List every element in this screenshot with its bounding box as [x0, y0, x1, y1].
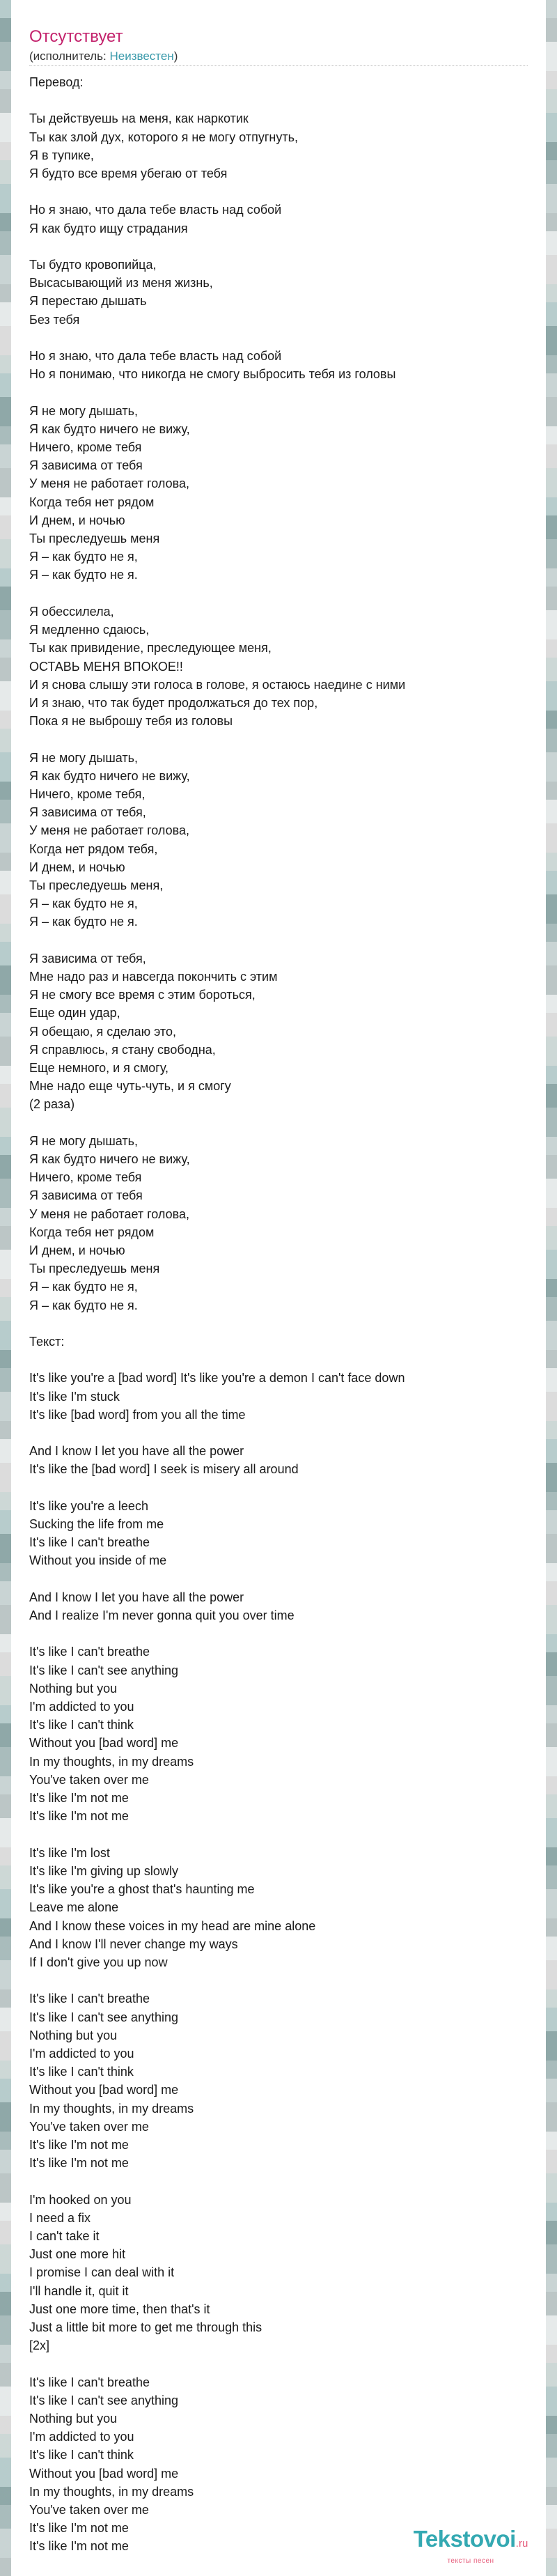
- strip-block: [546, 1013, 557, 1037]
- logo-brand: Tekstovoi: [413, 2526, 516, 2552]
- strip-block: [0, 497, 11, 515]
- strip-block: [0, 1847, 11, 1865]
- strip-block: [0, 942, 11, 965]
- strip-block: [546, 2008, 557, 2031]
- site-logo[interactable]: [397, 2526, 544, 2568]
- strip-block: [546, 2102, 557, 2132]
- strip-block: [546, 1563, 557, 1581]
- strip-block: [546, 871, 557, 894]
- strip-block: [546, 255, 557, 284]
- strip-block: [0, 1037, 11, 1066]
- strip-block: [0, 924, 11, 942]
- strip-block: [0, 326, 11, 355]
- strip-block: [546, 2416, 557, 2434]
- strip-block: [546, 42, 557, 71]
- performer-prefix: (исполнитель:: [29, 49, 110, 63]
- strip-block: [0, 2132, 11, 2150]
- strip-block: [0, 2031, 11, 2061]
- strip-block: [546, 1392, 557, 1421]
- strip-block: [0, 113, 11, 142]
- strip-block: [546, 1421, 557, 1439]
- strip-block: [546, 1534, 557, 1563]
- strip-block: [546, 1155, 557, 1179]
- strip-block: [0, 1865, 11, 1889]
- strip-block: [0, 1279, 11, 1297]
- strip-block: [546, 2173, 557, 2203]
- strip-block: [546, 373, 557, 397]
- strip-block: [0, 2173, 11, 2203]
- strip-block: [0, 0, 11, 18]
- strip-block: [0, 2292, 11, 2315]
- strip-block: [546, 2387, 557, 2416]
- strip-block: [546, 587, 557, 610]
- strip-block: [546, 1937, 557, 1960]
- strip-block: [546, 1723, 557, 1747]
- strip-block: [0, 71, 11, 89]
- strip-block: [546, 184, 557, 213]
- strip-block: [546, 355, 557, 373]
- strip-block: [546, 995, 557, 1013]
- strip-block: [546, 1918, 557, 1937]
- strip-block: [546, 2363, 557, 2387]
- strip-block: [546, 658, 557, 681]
- strip-block: [0, 2387, 11, 2416]
- strip-block: [546, 18, 557, 42]
- strip-block: [0, 2529, 11, 2558]
- strip-block: [0, 1794, 11, 1818]
- strip-block: [546, 823, 557, 853]
- strip-block: [0, 1652, 11, 1676]
- strip-block: [0, 711, 11, 729]
- strip-block: [546, 1776, 557, 1794]
- strip-block: [546, 1865, 557, 1889]
- strip-block: [546, 468, 557, 497]
- strip-block: [546, 1179, 557, 1208]
- strip-block: [0, 658, 11, 681]
- strip-block: [0, 18, 11, 42]
- strip-block: [546, 1108, 557, 1137]
- strip-block: [546, 1634, 557, 1652]
- strip-block: [0, 1581, 11, 1605]
- strip-block: [546, 213, 557, 231]
- strip-block: [546, 965, 557, 995]
- strip-block: [0, 1818, 11, 1847]
- strip-block: [546, 1084, 557, 1108]
- strip-block: [546, 2079, 557, 2102]
- strip-block: [0, 1705, 11, 1723]
- strip-block: [546, 2315, 557, 2345]
- strip-block: [0, 1321, 11, 1350]
- strip-block: [546, 302, 557, 326]
- strip-block: [0, 2458, 11, 2487]
- strip-block: [0, 800, 11, 823]
- strip-block: [546, 1492, 557, 1510]
- strip-block: [0, 823, 11, 853]
- strip-block: [0, 1350, 11, 1368]
- strip-block: [0, 1137, 11, 1155]
- strip-block: [0, 610, 11, 639]
- strip-block: [0, 1439, 11, 1463]
- strip-block: [0, 1723, 11, 1747]
- strip-block: [0, 2505, 11, 2529]
- strip-block: [0, 1534, 11, 1563]
- strip-block: [0, 2558, 11, 2576]
- strip-block: [546, 2031, 557, 2061]
- strip-block: [0, 871, 11, 894]
- strip-block: [0, 160, 11, 184]
- strip-block: [0, 255, 11, 284]
- strip-block: [546, 1066, 557, 1084]
- strip-block: [546, 1605, 557, 1634]
- strip-block: [546, 2487, 557, 2505]
- strip-block: [546, 639, 557, 658]
- strip-block: [546, 610, 557, 639]
- strip-block: [0, 639, 11, 658]
- strip-block: [0, 1155, 11, 1179]
- strip-block: [0, 1747, 11, 1776]
- strip-block: [546, 1705, 557, 1723]
- strip-block: [0, 2061, 11, 2079]
- strip-block: [0, 1634, 11, 1652]
- strip-block: [546, 0, 557, 18]
- performer-line: [29, 49, 528, 66]
- strip-block: [0, 1605, 11, 1634]
- strip-block: [0, 444, 11, 468]
- strip-block: [0, 397, 11, 426]
- strip-block: [0, 1492, 11, 1510]
- strip-block: [0, 995, 11, 1013]
- strip-block: [0, 89, 11, 113]
- strip-block: [546, 1960, 557, 1989]
- strip-block: [546, 2505, 557, 2529]
- strip-block: [0, 1013, 11, 1037]
- strip-block: [546, 1818, 557, 1847]
- strip-block: [0, 568, 11, 587]
- strip-block: [0, 1676, 11, 1705]
- strip-block: [0, 184, 11, 213]
- strip-block: [546, 2345, 557, 2363]
- strip-block: [546, 924, 557, 942]
- strip-block: [0, 468, 11, 497]
- strip-block: [546, 113, 557, 142]
- strip-block: [0, 1463, 11, 1492]
- strip-block: [546, 1463, 557, 1492]
- strip-block: [546, 782, 557, 800]
- strip-block: [546, 515, 557, 539]
- strip-block: [546, 1208, 557, 1226]
- strip-block: [0, 302, 11, 326]
- strip-block: [0, 2416, 11, 2434]
- strip-block: [0, 2221, 11, 2244]
- strip-block: [0, 1510, 11, 1534]
- strip-block: [546, 729, 557, 752]
- strip-block: [546, 160, 557, 184]
- strip-block: [0, 2244, 11, 2274]
- strip-block: [546, 1279, 557, 1297]
- strip-block: [0, 1989, 11, 2008]
- strip-block: [546, 2203, 557, 2221]
- strip-block: [0, 1108, 11, 1137]
- strip-block: [546, 752, 557, 782]
- logo-tagline: тексты песен: [447, 2557, 494, 2565]
- strip-block: [546, 1794, 557, 1818]
- strip-block: [0, 729, 11, 752]
- logo-tld: .ru: [515, 2538, 528, 2550]
- strip-block: [546, 326, 557, 355]
- strip-block: [0, 2345, 11, 2363]
- strip-block: [0, 2434, 11, 2458]
- strip-block: [546, 800, 557, 823]
- strip-block: [0, 213, 11, 231]
- strip-block: [546, 2529, 557, 2558]
- strip-block: [546, 1297, 557, 1321]
- strip-block: [0, 1776, 11, 1794]
- strip-block: [546, 539, 557, 568]
- left-decorative-strip: [0, 0, 11, 2572]
- strip-block: [0, 373, 11, 397]
- strip-block: [546, 2274, 557, 2292]
- strip-block: [546, 1581, 557, 1605]
- strip-block: [546, 231, 557, 255]
- strip-block: [546, 1037, 557, 1066]
- strip-block: [0, 2102, 11, 2132]
- strip-block: [546, 1847, 557, 1865]
- strip-block: [0, 1937, 11, 1960]
- strip-block: [0, 587, 11, 610]
- lyrics-text: Перевод: Ты действуешь на меня, как наркотик Ты как злой дух, которого я не могу отпугнуть, Я в тупике, Я будто все время убегаю от тебя Но я знаю, что дала тебе власть над собой Я как будто ищу страдания Ты будто кровопийца, Высасывающий из меня жизнь, Я перестаю дышать Без тебя Но я знаю, что дала тебе власть над собой Но я понимаю, что никогда не смогу выбросить тебя из головы Я не могу дышать, Я как будто ничего не вижу, Ничего, кроме тебя Я зависима от тебя У меня не работает голова, Когда тебя нет рядом И днем, и ночью Ты преследуешь меня Я – как будто не я, Я – как будто не я. Я обессилела, Я медленно сдаюсь, Ты как привидение, преследующее меня, ОСТАВЬ МЕНЯ ВПОКОЕ!! И я снова слышу эти голоса в голове, я остаюсь наедине с ними И я знаю, что так будет продолжаться до тех пор, Пока я не выброшу тебя из головы Я не могу дышать, Я как будто ничего не вижу, Ничего, кроме тебя, Я зависима от тебя, У меня не работает голова, Когда нет рядом тебя, И днем, и ночью Ты преследуешь меня, Я – как будто не я, Я – как будто не я. Я зависима от тебя, Мне надо раз и навсегда покончить с этим Я не смогу все время с этим бороться, Еще один удар, Я обещаю, я сделаю это, Я справлюсь, я стану свободна, Еще немного, и я смогу, Мне надо еще чуть-чуть, и я смогу (2 раза) Я не могу дышать, Я как будто ничего не вижу, Ничего, кроме тебя Я зависима от тебя У меня не работает голова, Когда тебя нет рядом И днем, и ночью Ты преследуешь меня Я – как будто не я, Я – как будто не я. Текст: It's like you're a [bad word] It's like you're a demon I can't face down It's like I'm stuck It's like [bad word] from you all the time And I know I let you have all the power It's like the [bad word] I seek is misery all around It's like you're a leech Sucking the life from me It's like I can't breathe Without you inside of me And I know I let you have all the power And I realize I'm never gonna quit you over time It's like I can't breathe It's like I can't see anything Nothing but you I'm addicted to you It's like I can't think Without you [bad word] me In my thoughts, in my dreams You've taken over me It's like I'm not me It's like I'm not me It's like I'm lost It's like I'm giving up slowly It's like you're a ghost that's haunting me Leave me alone And I know these voices in my head are mine alone And I know I'll never change my ways If I don't give you up now It's like I can't breathe It's like I can't see anything Nothing but you I'm addicted to you It's like I can't think Without you [bad word] me In my thoughts, in my dreams You've taken over me It's like I'm not me It's like I'm not me I'm hooked on you I need a fix I can't take it Just one more hit I promise I can deal with it I'll handle it, quit it Just one more time, then that's it Just a little bit more to get me through this [2x] It's like I can't breathe It's like I can't see anything Nothing but you I'm addicted to you It's like I can't think Without you [bad word] me In my thoughts, in my dreams You've taken over me It's like I'm not me It's like I'm not me: [29, 75, 406, 2554]
- strip-block: [546, 711, 557, 729]
- strip-block: [546, 1321, 557, 1350]
- strip-block: [0, 894, 11, 924]
- strip-block: [0, 231, 11, 255]
- strip-block: [546, 1350, 557, 1368]
- strip-block: [0, 426, 11, 444]
- strip-block: [0, 2363, 11, 2387]
- performer-suffix: ): [173, 49, 178, 63]
- strip-block: [546, 681, 557, 711]
- lyrics-page: [29, 0, 528, 2556]
- strip-block: [546, 71, 557, 89]
- strip-block: [546, 1368, 557, 1392]
- right-decorative-strip: [546, 0, 557, 2572]
- strip-block: [546, 853, 557, 871]
- strip-block: [0, 1084, 11, 1108]
- strip-block: [546, 2244, 557, 2274]
- strip-block: [0, 1563, 11, 1581]
- strip-block: [0, 2203, 11, 2221]
- strip-block: [0, 1960, 11, 1989]
- strip-block: [0, 284, 11, 302]
- strip-block: [546, 1137, 557, 1155]
- strip-block: [546, 497, 557, 515]
- strip-block: [546, 1676, 557, 1705]
- strip-block: [0, 355, 11, 373]
- strip-block: [0, 2150, 11, 2173]
- strip-block: [0, 539, 11, 568]
- strip-block: [546, 284, 557, 302]
- strip-block: [546, 2458, 557, 2487]
- strip-block: [546, 1989, 557, 2008]
- strip-block: [0, 853, 11, 871]
- strip-block: [0, 2487, 11, 2505]
- strip-block: [0, 1297, 11, 1321]
- strip-block: [0, 965, 11, 995]
- strip-block: [546, 397, 557, 426]
- strip-block: [546, 1510, 557, 1534]
- strip-block: [0, 681, 11, 711]
- strip-block: [546, 894, 557, 924]
- strip-block: [0, 1421, 11, 1439]
- strip-block: [546, 1226, 557, 1250]
- strip-block: [546, 2292, 557, 2315]
- strip-block: [546, 142, 557, 160]
- strip-block: [546, 444, 557, 468]
- performer-link[interactable]: Неизвестен: [109, 49, 174, 63]
- strip-block: [546, 89, 557, 113]
- strip-block: [0, 2274, 11, 2292]
- strip-block: [0, 1918, 11, 1937]
- song-title: Отсутствует: [29, 27, 123, 46]
- strip-block: [546, 2061, 557, 2079]
- strip-block: [0, 1226, 11, 1250]
- strip-block: [0, 1368, 11, 1392]
- strip-block: [0, 782, 11, 800]
- strip-block: [0, 1889, 11, 1918]
- strip-block: [546, 2221, 557, 2244]
- strip-block: [0, 1179, 11, 1208]
- strip-block: [546, 568, 557, 587]
- strip-block: [0, 1250, 11, 1279]
- logo-wordmark: [397, 2526, 544, 2557]
- strip-block: [0, 2315, 11, 2345]
- strip-block: [546, 1439, 557, 1463]
- strip-block: [0, 2079, 11, 2102]
- strip-block: [546, 1652, 557, 1676]
- strip-block: [546, 2558, 557, 2576]
- strip-block: [546, 2150, 557, 2173]
- strip-block: [546, 1747, 557, 1776]
- strip-block: [0, 1066, 11, 1084]
- strip-block: [0, 515, 11, 539]
- strip-block: [0, 752, 11, 782]
- strip-block: [546, 2434, 557, 2458]
- strip-block: [546, 1889, 557, 1918]
- strip-block: [0, 1392, 11, 1421]
- strip-block: [546, 942, 557, 965]
- strip-block: [0, 142, 11, 160]
- strip-block: [0, 2008, 11, 2031]
- strip-block: [0, 42, 11, 71]
- strip-block: [0, 1208, 11, 1226]
- strip-block: [546, 2132, 557, 2150]
- strip-block: [546, 1250, 557, 1279]
- strip-block: [546, 426, 557, 444]
